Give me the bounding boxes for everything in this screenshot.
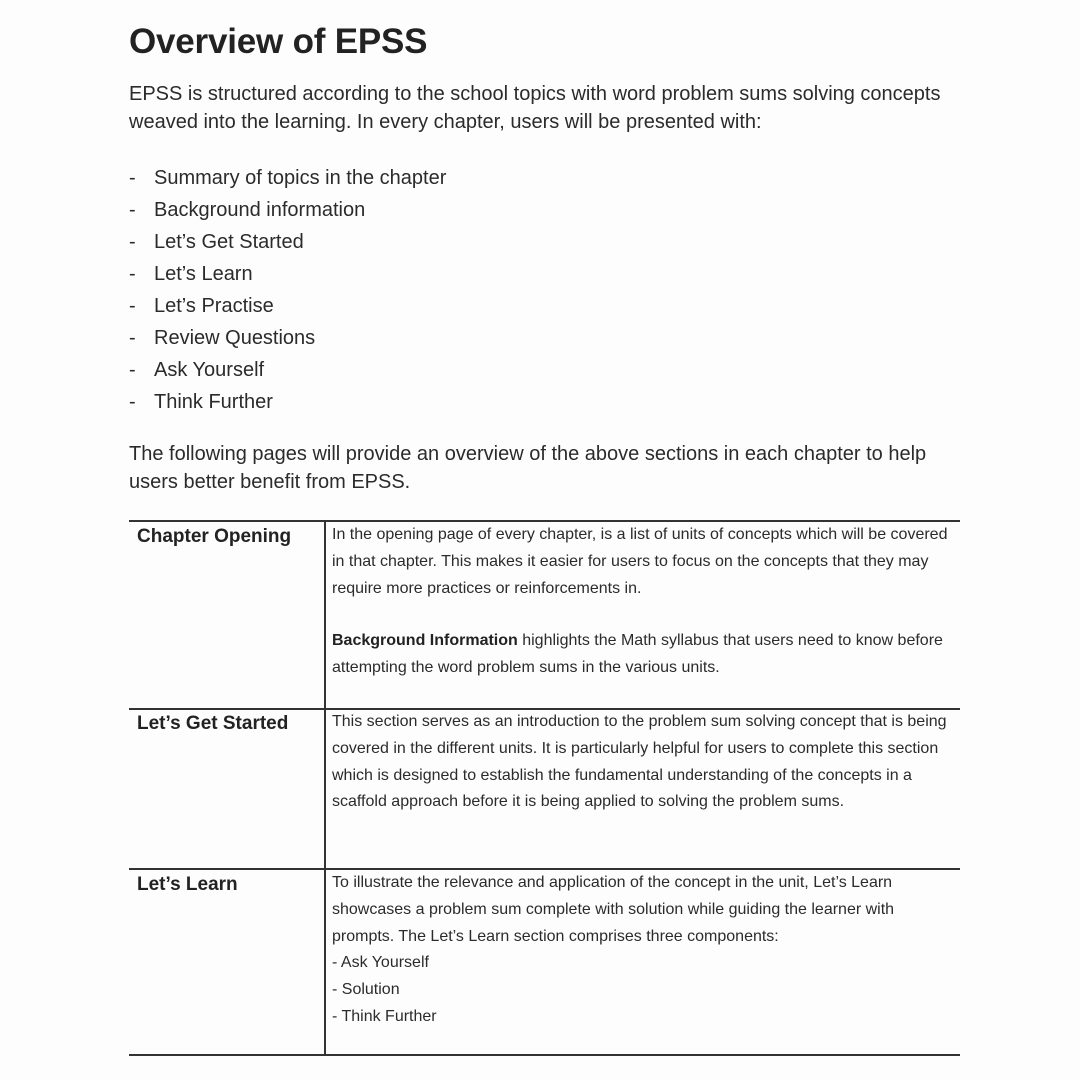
bullet-dash: - xyxy=(129,167,136,189)
bullet-dash: - xyxy=(129,295,136,317)
list-item xyxy=(129,386,446,418)
list-item-text: Think Further xyxy=(154,391,273,413)
row-label-lets-learn: Let’s Learn xyxy=(137,874,238,895)
row-paragraph: To illustrate the relevance and application of the concept in the unit, Let’s Learn showcases a problem sum complete with solution while guiding the learner with prompts. The Let’s Learn section comprises three components: xyxy=(332,874,895,945)
row-label-lets-get-started: Let’s Get Started xyxy=(137,713,289,734)
list-item xyxy=(129,258,446,290)
intro-paragraph: EPSS is structured according to the school topics with word problem sums solving concepts weaved into the learning. In every chapter, users will be presented with: xyxy=(129,83,941,133)
list-item-text: Let’s Learn xyxy=(154,263,253,285)
component-item: - Think Further xyxy=(332,1007,437,1025)
list-item-text: Review Questions xyxy=(154,327,316,349)
row-description-lets-learn xyxy=(332,870,957,1031)
table-bottom-rule xyxy=(129,1054,960,1056)
list-item-text: Summary of topics in the chapter xyxy=(154,167,447,189)
paragraph-spacer xyxy=(332,602,957,628)
bullet-dash: - xyxy=(129,391,136,413)
component-item: - Solution xyxy=(332,981,400,999)
list-item-text: Let’s Get Started xyxy=(154,231,304,253)
bold-lead-text: Background Information xyxy=(332,632,518,650)
list-item xyxy=(129,322,446,354)
row-label-chapter-opening: Chapter Opening xyxy=(137,526,292,547)
row-paragraph-text: highlights the Math syllabus that users need to know before attempting the word problem sums in the various units. xyxy=(332,632,943,677)
bullet-dash: - xyxy=(129,327,136,349)
list-item xyxy=(129,194,446,226)
bullet-dash: - xyxy=(129,199,136,221)
component-item: - Ask Yourself xyxy=(332,954,429,972)
following-paragraph: The following pages will provide an overview of the above sections in each chapter to help users better benefit from EPSS. xyxy=(129,443,927,493)
row-paragraph xyxy=(332,628,957,682)
table-column-divider xyxy=(324,520,326,1056)
list-item xyxy=(129,354,446,386)
bullet-dash: - xyxy=(129,359,136,381)
list-item xyxy=(129,226,446,258)
bullet-dash: - xyxy=(129,231,136,253)
row-description-chapter-opening xyxy=(332,522,957,682)
list-item xyxy=(129,162,446,194)
list-item-text: Let’s Practise xyxy=(154,295,274,317)
section-list xyxy=(129,162,446,418)
page-title: Overview of EPSS xyxy=(129,22,428,61)
row-description-lets-get-started xyxy=(332,709,957,816)
list-item-text: Ask Yourself xyxy=(154,359,265,381)
list-item-text: Background information xyxy=(154,199,366,221)
bullet-dash: - xyxy=(129,263,136,285)
row-paragraph: In the opening page of every chapter, is a list of units of concepts which will be covered in that chapter. This makes it easier for users to focus on the concepts that they may require more practices or reinforcements in. xyxy=(332,526,948,597)
list-item xyxy=(129,290,446,322)
row-paragraph: This section serves as an introduction to the problem sum solving concept that is being covered in the different units. It is particularly helpful for users to complete this section which is designed to establish the fundamental understanding of the concepts in a scaffold approach before it is being applied to solving the problem sums. xyxy=(332,713,947,811)
sections-table xyxy=(129,520,960,1056)
